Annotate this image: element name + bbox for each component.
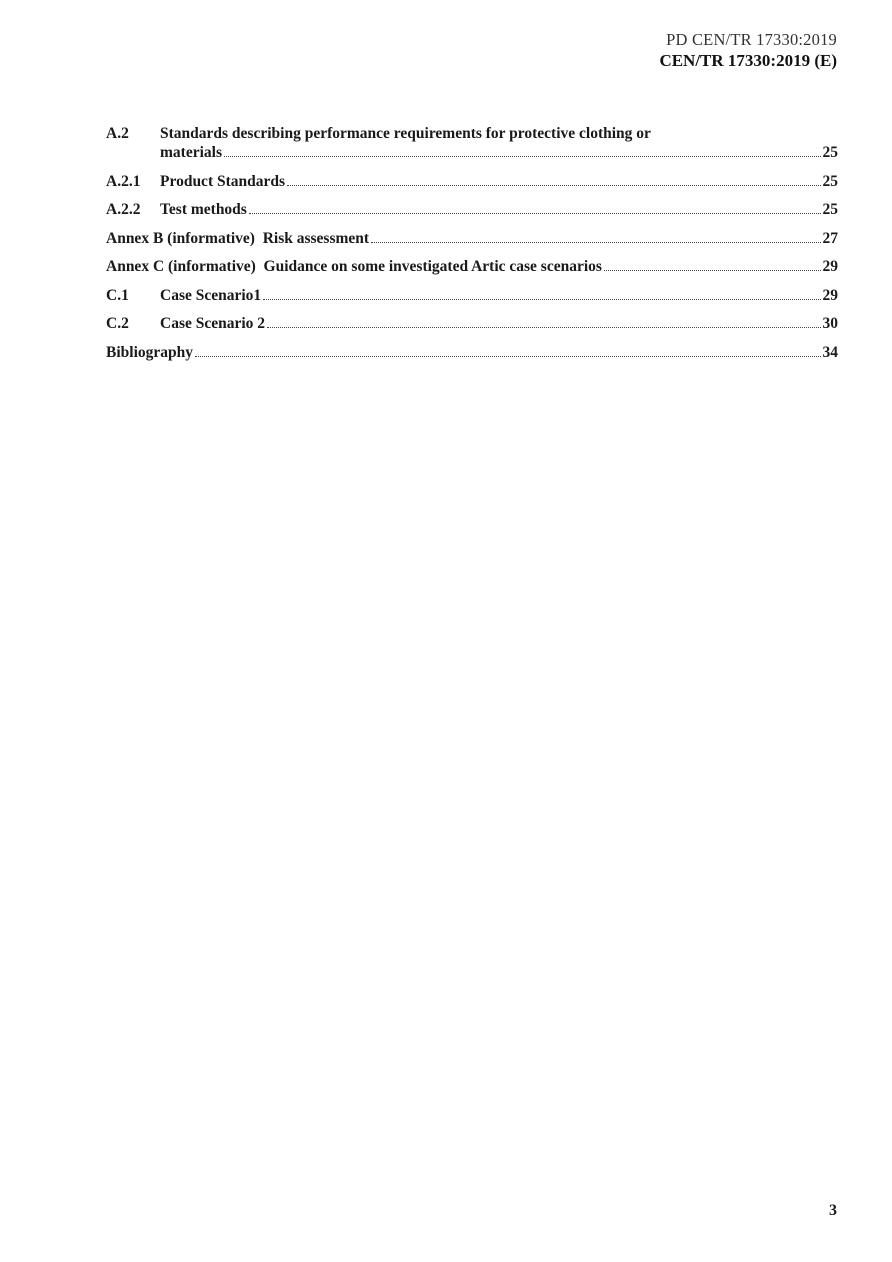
dot-leader: [287, 184, 820, 186]
toc-entry-a2[interactable]: [106, 124, 838, 162]
toc-entry-page: 25: [822, 201, 838, 218]
dot-leader: [249, 212, 821, 214]
toc-entry-title: Annex C (informative) Guidance on some investigated Artic case scenarios: [106, 258, 602, 275]
table-of-contents: [106, 124, 838, 371]
dot-leader: [224, 155, 821, 157]
toc-entry-annex-c[interactable]: [106, 257, 838, 276]
dot-leader: [263, 298, 820, 300]
toc-entry-bibliography[interactable]: [106, 343, 838, 362]
dot-leader: [195, 355, 821, 357]
dot-leader: [267, 326, 820, 328]
page-header: [659, 30, 837, 72]
toc-entry-a2-1[interactable]: [106, 172, 838, 191]
toc-entry-page: 29: [822, 258, 838, 275]
toc-entry-number: C.2: [106, 315, 129, 332]
toc-entry-a2-2[interactable]: [106, 200, 838, 219]
page-number: 3: [829, 1202, 837, 1219]
dot-leader: [371, 241, 820, 243]
toc-entry-number: A.2: [106, 125, 129, 142]
toc-entry-page: 34: [822, 343, 838, 361]
toc-entry-title: Product Standards: [160, 172, 286, 190]
toc-entry-c2[interactable]: [106, 314, 838, 333]
toc-entry-annex-b[interactable]: [106, 229, 838, 248]
document-id-english: CEN/TR 17330:2019 (E): [659, 51, 837, 70]
toc-entry-page: 29: [822, 286, 838, 304]
toc-entry-title: Bibliography: [106, 343, 193, 361]
toc-entry-page: 25: [822, 144, 838, 161]
toc-entry-number: C.1: [106, 286, 129, 304]
toc-entry-title: Standards describing performance requirements for protective clothing or: [160, 125, 651, 142]
toc-entry-page: 30: [822, 315, 838, 332]
toc-entry-title-continued: materials: [160, 144, 222, 161]
toc-entry-number: A.2.2: [106, 201, 141, 218]
dot-leader: [604, 269, 821, 271]
document-id: PD CEN/TR 17330:2019: [666, 30, 837, 49]
toc-entry-title: Case Scenario 2: [160, 315, 266, 332]
toc-entry-title: Case Scenario1: [160, 286, 262, 304]
toc-entry-page: 27: [822, 229, 838, 247]
toc-entry-page: 25: [822, 172, 838, 190]
toc-entry-number: A.2.1: [106, 172, 141, 190]
toc-entry-title: Test methods: [160, 201, 247, 218]
toc-entry-title: Annex B (informative) Risk assessment: [106, 229, 370, 247]
toc-entry-c1[interactable]: [106, 286, 838, 305]
